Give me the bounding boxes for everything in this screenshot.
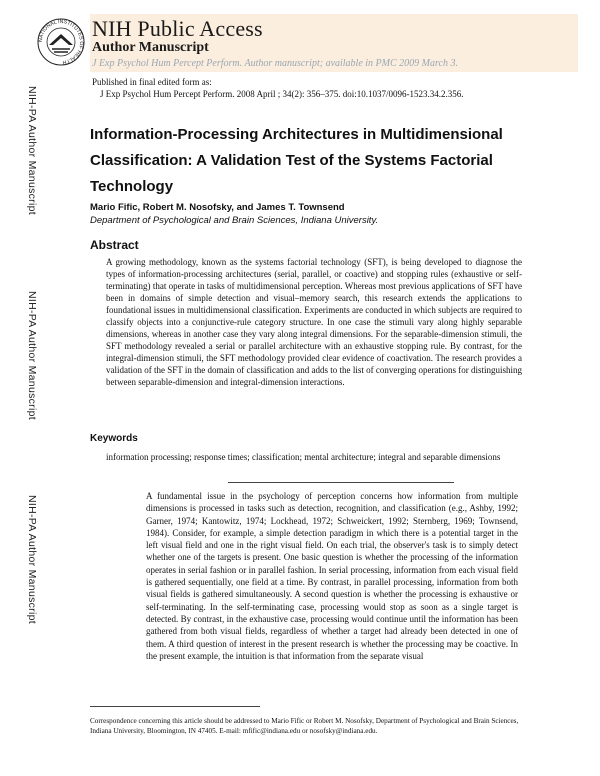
published-label: Published in final edited form as:	[92, 77, 212, 87]
side-label-3: NIH-PA Author Manuscript	[26, 495, 38, 624]
footnote-divider	[90, 706, 260, 707]
availability-note: J Exp Psychol Hum Percept Perform. Author manuscript; available in PMC 2009 March 3.	[92, 58, 458, 69]
logo-ring-text: NATIONAL INSTITUTES OF HEALTH	[37, 18, 85, 65]
keywords-heading: Keywords	[90, 433, 138, 444]
nih-logo	[36, 12, 86, 72]
header-title: NIH Public Access	[92, 16, 263, 41]
side-label-1: NIH-PA Author Manuscript	[26, 86, 38, 215]
section-divider	[228, 482, 454, 483]
correspondence-footnote: Correspondence concerning this article should be addressed to Mario Fific or Robert M. Nosofsky, Department of Psychological and Brain Sciences, Indiana University, Bloomington, IN 47405. E-mail: mfific@indiana.edu or nosofsky@indiana.edu.	[90, 717, 519, 735]
authors: Mario Fific, Robert M. Nosofsky, and James T. Townsend	[90, 202, 345, 213]
article-title: Information-Processing Architectures in Multidimensional Classification: A Validation Test of the Systems Factorial Technology	[90, 126, 503, 195]
side-label-2: NIH-PA Author Manuscript	[26, 291, 38, 420]
keywords-text: information processing; response times; classification; mental architecture; integral and separable dimensions	[106, 452, 501, 462]
abstract-heading: Abstract	[90, 238, 139, 252]
affiliation: Department of Psychological and Brain Sciences, Indiana University.	[90, 215, 379, 226]
abstract-text: A growing methodology, known as the systems factorial technology (SFT), is being developed to diagnose the types of information-processing architectures (serial, parallel, or coactive) and stopping rules (exhaustive or self-terminating) that operate in tasks of multidimensional perception. Whereas most previous applications of SFT have been in domains of simple detection and visual–memory search, this research extends the applications to foundational issues in multidimensional classification. Experiments are conducted in which subjects are required to classify objects into a conjunctive-rule category structure. In one case the stimuli vary along highly separable dimensions, whereas in another case they vary along integral dimensions. For the separable-dimension stimuli, the SFT methodology revealed a serial or parallel architecture with an exhaustive stopping rule. By contrast, for the integral-dimension stimuli, the SFT methodology provided clear evidence of coactivation. The research provides a validation of the SFT in the domain of classification and adds to the list of converging operations for distinguishing between separable-dimension and integral-dimension interactions.	[106, 257, 522, 387]
citation: J Exp Psychol Hum Percept Perform. 2008 April ; 34(2): 356–375. doi:10.1037/0096-1523.34.2.356.	[100, 89, 464, 99]
body-paragraph: A fundamental issue in the psychology of perception concerns how information from multiple dimensions is processed in tasks such as detection, recognition, and classification (e.g., Ashby, 1992; Garner, 1974; Kantowitz, 1974; Lockhead, 1972; Schweickert, 1992; Sternberg, 1969; Townsend, 1984). Consider, for example, a simple detection paradigm in which there is a potential target in the left visual field and one in the right visual field. On each trial, the observer's task is to simply detect whether one of the targets is present. One basic question is whether the processing of the information operates in serial fashion or in parallel fashion. In serial processing, information from each visual field is gathered sequentially, one field at a time. By contrast, in parallel processing, information from both visual fields is gathered simultaneously. A second question is whether the processing is exhaustive or self-terminating. In the self-terminating case, processing would stop as soon as a single target is detected. By contrast, in the exhaustive case, processing would continue until the information has been gathered from both visual fields, regardless of whether a target had already been detected in one of them. A third question of interest in the present research is whether the processing may be coactive. In the present example, the intuition is that information from the separate visual	[146, 491, 518, 661]
header-subtitle: Author Manuscript	[92, 40, 209, 55]
